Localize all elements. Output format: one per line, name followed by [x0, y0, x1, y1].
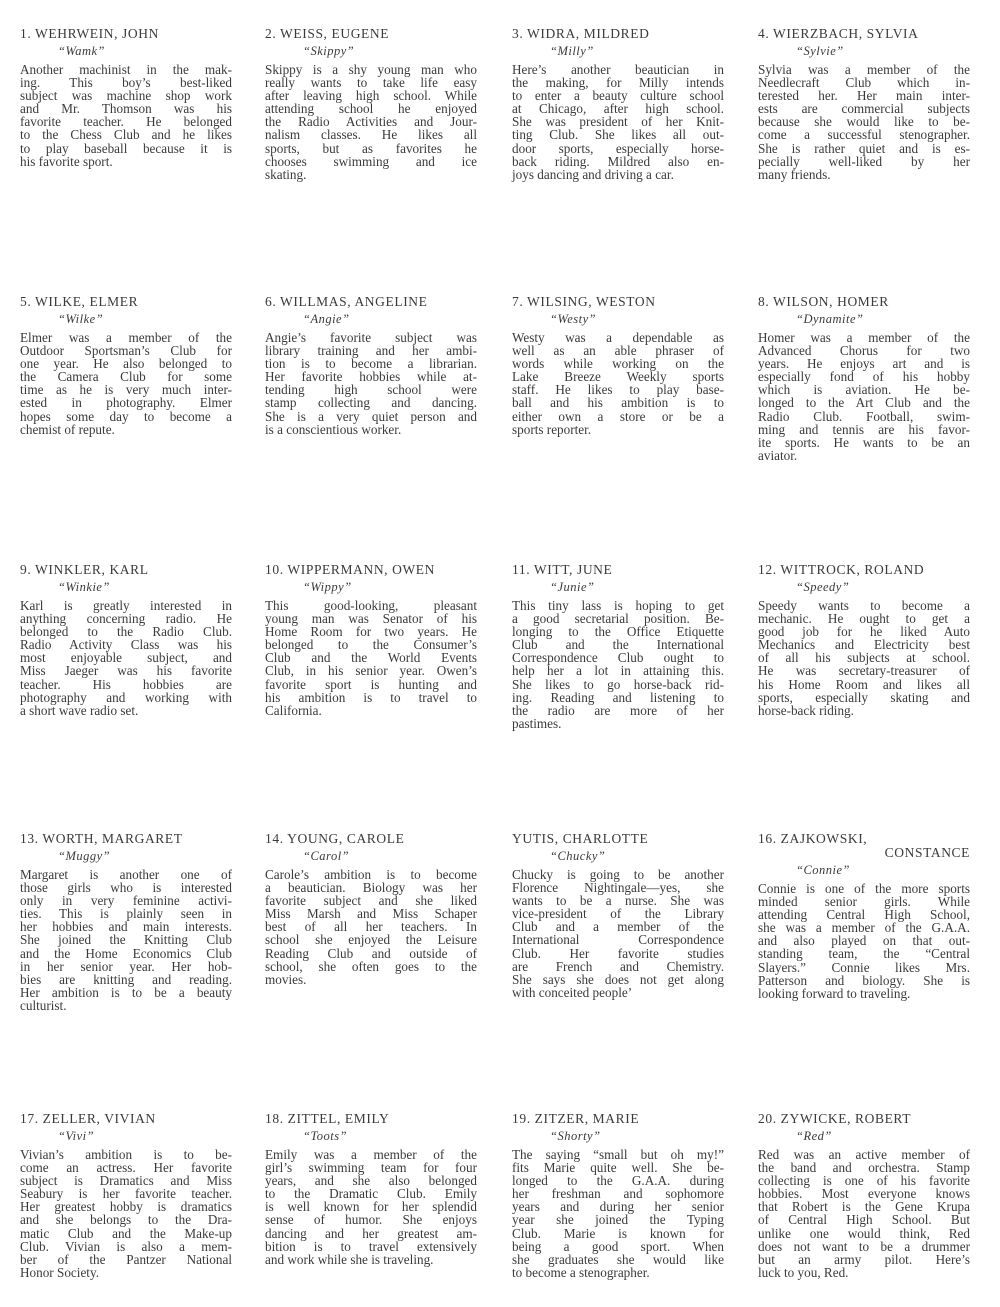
bio-line: Margaret is another one of — [20, 867, 232, 882]
bio-line: years and during her senior — [512, 1199, 724, 1215]
bio-line: ests are commercial subjects — [758, 101, 970, 117]
bio-line: staff. He likes to play base- — [512, 382, 724, 398]
student-nickname: “Speedy” — [796, 580, 850, 594]
bio-line: looking forward to traveling. — [758, 985, 911, 1001]
student-bio — [265, 63, 477, 181]
bio-line: She is rather quiet and is es- — [758, 140, 970, 156]
bio-line: belonged to the Radio Club. — [20, 624, 232, 640]
bio-line: door sports, especially horse- — [512, 140, 724, 156]
bio-line: ite sports. He wants to be an — [758, 434, 970, 450]
student-bio — [20, 331, 232, 436]
student-nickname: “Winkie” — [58, 580, 110, 594]
student-name: 20. ZYWICKE, ROBERT — [758, 1111, 912, 1126]
bio-line: fits Marie quite well. She be- — [512, 1160, 724, 1176]
student-bio — [20, 1148, 232, 1279]
student-name: 10. WIPPERMANN, OWEN — [265, 562, 435, 577]
student-bio — [758, 599, 970, 717]
bio-line: best of all her teachers. In — [265, 919, 477, 935]
student-bio — [20, 63, 232, 168]
student-name: 6. WILLMAS, ANGELINE — [265, 294, 428, 309]
student-nickname: “Vivi” — [58, 1129, 95, 1143]
bio-line: Emily was a member of the — [265, 1147, 477, 1162]
bio-line: tion is to become a librarian. — [265, 356, 477, 372]
bio-line: He was secretary-treasurer of — [758, 663, 970, 679]
bio-line: to enter a beauty culture school — [512, 88, 724, 104]
bio-line: Seabury is her favorite teacher. — [20, 1186, 232, 1202]
student-nickname: “Carol” — [303, 849, 350, 863]
bio-line: Radio Club. Football, swim- — [758, 408, 970, 424]
student-nickname: “Angie” — [303, 312, 350, 326]
bio-line: and work while she is traveling. — [265, 1251, 434, 1267]
student-bio — [512, 331, 724, 436]
student-entry — [20, 26, 232, 168]
bio-line: subject was machine shop work — [20, 88, 232, 104]
bio-line: Carole’s ambition is to become — [265, 867, 477, 882]
bio-line: Club and the International — [512, 637, 724, 653]
bio-line: of Central High School. But — [758, 1212, 970, 1228]
student-name: 18. ZITTEL, EMILY — [265, 1111, 390, 1126]
bio-line: Florence Nightingale—yes, she — [512, 880, 724, 896]
bio-line: either own a store or be a — [512, 408, 724, 424]
bio-line: stamp collecting and dancing. — [265, 395, 477, 411]
bio-line: those girls who is interested — [20, 880, 232, 896]
bio-line: school she enjoyed the Leisure — [265, 932, 477, 948]
student-bio — [265, 331, 477, 436]
bio-line: Karl is greatly interested in — [20, 598, 232, 613]
student-entry — [758, 294, 970, 462]
bio-line: but an army pilot. Here’s — [758, 1251, 970, 1267]
bio-line: longing to the Office Etiquette — [512, 624, 724, 640]
bio-line: Vivian’s ambition is to be- — [20, 1147, 232, 1162]
student-nickname: “Toots” — [303, 1129, 348, 1143]
bio-line: the making, for Milly intends — [512, 75, 724, 91]
student-nickname: “Red” — [796, 1129, 832, 1143]
bio-line: bition is to travel extensively — [265, 1238, 477, 1254]
bio-line: a good secretarial position. Be- — [512, 611, 724, 627]
bio-line: and she belongs to the Dra- — [20, 1212, 232, 1228]
student-entry — [20, 562, 232, 717]
bio-line: the radio are more of her — [512, 702, 724, 718]
bio-line: Here’s another beautician in — [512, 62, 724, 77]
bio-line: Club. Vivian is also a mem- — [20, 1238, 232, 1254]
bio-line: collecting is one of his favorite — [758, 1173, 970, 1189]
student-entry — [20, 294, 232, 436]
bio-line: does not want to be a drummer — [758, 1238, 970, 1254]
bio-line: and the Home Economics Club — [20, 945, 232, 961]
bio-line: at Chicago, after high school. — [512, 101, 724, 117]
bio-line: skating. — [265, 166, 307, 182]
bio-line: years, and she also belonged — [265, 1173, 477, 1189]
bio-line: Club, in his senior year. Owen’s — [265, 663, 477, 679]
student-bio — [512, 868, 724, 999]
bio-line: mechanic. He ought to get a — [758, 611, 970, 627]
bio-line: dancing and her greatest am- — [265, 1225, 477, 1241]
bio-line: Honor Society. — [20, 1264, 99, 1280]
student-name: 9. WINKLER, KARL — [20, 562, 149, 577]
student-nickname: “Chucky” — [550, 849, 606, 863]
bio-line: she graduates she would like — [512, 1251, 724, 1267]
bio-line: favorite sport is hunting and — [265, 676, 477, 692]
bio-line: Her favorite hobbies while at- — [265, 369, 477, 385]
bio-line: belonged to the Consumer’s — [265, 637, 477, 653]
bio-line: Needlecraft Club which in- — [758, 75, 970, 91]
bio-line: to play baseball because it is — [20, 140, 232, 156]
bio-line: The saying “small but oh my!” — [512, 1147, 724, 1162]
bio-line: She says she does not get along — [512, 971, 724, 987]
student-name: 4. WIERZBACH, SYLVIA — [758, 26, 919, 41]
student-bio — [512, 63, 724, 181]
student-bio — [758, 331, 970, 462]
bio-line: horse-back riding. — [758, 702, 854, 718]
bio-line: ing. Reading and listening to — [512, 689, 724, 705]
bio-line: years. He enjoys art and is — [758, 356, 970, 372]
bio-line: really wants to take life easy — [265, 75, 477, 91]
bio-line: This tiny lass is hoping to get — [512, 598, 724, 613]
bio-line: one year. He also belonged to — [20, 356, 232, 372]
bio-line: which is aviation. He be- — [758, 382, 970, 398]
bio-line: because she would like to be- — [758, 114, 970, 130]
bio-line: This good-looking, pleasant — [265, 598, 477, 613]
student-nickname: “Wamk” — [58, 44, 105, 58]
student-entry — [758, 26, 970, 181]
student-entry — [265, 1111, 477, 1266]
bio-line: Skippy is a shy young man who — [265, 62, 477, 77]
bio-line: come an actress. Her favorite — [20, 1160, 232, 1176]
bio-line: teacher. His hobbies are — [20, 676, 232, 692]
bio-line: Club. Her favorite studies — [512, 945, 724, 961]
bio-line: sports, especially skating and — [758, 689, 970, 705]
bio-line: is a conscientious worker. — [265, 421, 402, 437]
bio-line: Miss Jaeger was his favorite — [20, 663, 232, 679]
student-nickname: “Junie” — [550, 580, 595, 594]
bio-line: Chucky is going to be another — [512, 867, 724, 882]
bio-line: and Mr. Thomson was his — [20, 101, 232, 117]
student-entry — [512, 294, 724, 436]
bio-line: good job for he liked Auto — [758, 624, 970, 640]
bio-line: ties. This is plainly seen in — [20, 906, 232, 922]
bio-line: after leaving high school. While — [265, 88, 477, 104]
bio-line: Westy was a dependable as — [512, 330, 724, 345]
student-entry — [512, 831, 724, 999]
bio-line: help her a lot in attaining this. — [512, 663, 724, 679]
bio-line: that Robert is the Gene Krupa — [758, 1199, 970, 1215]
bio-line: She joined the Knitting Club — [20, 932, 232, 948]
student-nickname: “Wilke” — [58, 312, 104, 326]
student-name: 14. YOUNG, CAROLE — [265, 831, 405, 846]
student-nickname: “Westy” — [550, 312, 597, 326]
bio-line: wants to be a nurse. She was — [512, 893, 724, 909]
bio-line: chemist of repute. — [20, 421, 115, 437]
bio-line: sports, but as favorites he — [265, 140, 477, 156]
bio-line: school, she often goes to the — [265, 958, 477, 974]
bio-line: only in very feminine activi- — [20, 893, 232, 909]
bio-line: movies. — [265, 971, 307, 987]
bio-line: many friends. — [758, 166, 831, 182]
bio-line: Angie’s favorite subject was — [265, 330, 477, 345]
bio-line: to the Dramatic Club. Emily — [265, 1186, 477, 1202]
student-nickname: “Muggy” — [58, 849, 111, 863]
student-bio — [20, 868, 232, 1012]
bio-line: her freshman and sophomore — [512, 1186, 724, 1202]
bio-line: Another machinist in the mak- — [20, 62, 232, 77]
bio-line: especially fond of his hobby — [758, 369, 970, 385]
bio-line: aviator. — [758, 447, 798, 463]
bio-line: pecially well-liked by her — [758, 153, 970, 169]
bio-line: anything concerning radio. He — [20, 611, 232, 627]
bio-line: culturist. — [20, 997, 67, 1013]
bio-line: favorite teacher. He belonged — [20, 114, 232, 130]
bio-line: Club and a member of the — [512, 919, 724, 935]
bio-line: his Home Room and likes all — [758, 676, 970, 692]
bio-line: ming and tennis are his favor- — [758, 421, 970, 437]
bio-line: is well known for her splendid — [265, 1199, 477, 1215]
bio-line: library training and her ambi- — [265, 343, 477, 359]
student-entry — [20, 1111, 232, 1279]
bio-line: hobbies. Most everyone knows — [758, 1186, 970, 1202]
bio-line: pastimes. — [512, 715, 562, 731]
bio-line: Radio Activity Class was his — [20, 637, 232, 653]
student-bio — [265, 1148, 477, 1266]
bio-line: with conceited people’ — [512, 984, 633, 1000]
student-entry — [758, 1111, 970, 1279]
bio-line: time as he is very much inter- — [20, 382, 232, 398]
bio-line: the Radio Activities and Jour- — [265, 114, 477, 130]
bio-line: Outdoor Sportsman’s Club for — [20, 343, 232, 359]
bio-line: Slayers.” Connie likes Mrs. — [758, 959, 970, 975]
bio-line: International Correspondence — [512, 932, 724, 948]
bio-line: ball and his ambition is to — [512, 395, 724, 411]
student-nickname: “Wippy” — [303, 580, 352, 594]
bio-line: California. — [265, 702, 322, 718]
bio-line: photography and working with — [20, 689, 232, 705]
bio-line: joys dancing and driving a car. — [512, 166, 674, 182]
bio-line: Correspondence Club ought to — [512, 650, 724, 666]
bio-line: ting Club. She likes all out- — [512, 127, 724, 143]
bio-line: Advanced Chorus for two — [758, 343, 970, 359]
bio-line: Red was an active member of — [758, 1147, 970, 1162]
bio-line: her hobbies and main interests. — [20, 919, 232, 935]
student-nickname: “Dynamite” — [796, 312, 864, 326]
student-name-continued: CONSTANCE — [884, 845, 970, 860]
student-entry — [265, 26, 477, 181]
student-nickname: “Sylvie” — [796, 44, 844, 58]
student-nickname: “Connie” — [796, 863, 851, 877]
bio-line: his favorite sport. — [20, 153, 113, 169]
student-name: 7. WILSING, WESTON — [512, 294, 656, 309]
bio-line: Patterson and biology. She is — [758, 972, 970, 988]
bio-line: Homer was a member of the — [758, 330, 970, 345]
student-bio — [758, 1148, 970, 1279]
bio-line: Club. Marie is known for — [512, 1225, 724, 1241]
bio-line: being a good sport. When — [512, 1238, 724, 1254]
bio-line: attending Central High School, — [758, 907, 970, 923]
bio-line: Speedy wants to become a — [758, 598, 970, 613]
student-bio — [512, 1148, 724, 1279]
bio-line: Lake Breeze Weekly sports — [512, 369, 724, 385]
bio-line: vice-president of the Library — [512, 906, 724, 922]
bio-line: young man was Senator of his — [265, 611, 477, 627]
bio-line: standing team, the “Central — [758, 946, 970, 962]
bio-line: she was a member of the G.A.A. — [758, 920, 970, 936]
student-bio — [265, 868, 477, 986]
student-name: 3. WIDRA, MILDRED — [512, 26, 650, 41]
bio-line: ber of the Pantzer National — [20, 1251, 232, 1267]
student-name: 19. ZITZER, MARIE — [512, 1111, 640, 1126]
bio-line: tending high school were — [265, 382, 477, 398]
student-name: 12. WITTROCK, ROLAND — [758, 562, 925, 577]
bio-line: Elmer was a member of the — [20, 330, 232, 345]
student-entry — [512, 26, 724, 181]
student-name: 5. WILKE, ELMER — [20, 294, 139, 309]
student-nickname: “Milly” — [550, 44, 594, 58]
bio-line: nalism classes. He likes all — [265, 127, 477, 143]
bio-line: and also played on that out- — [758, 933, 970, 949]
bio-line: Club and the World Events — [265, 650, 477, 666]
bio-line: words while working on the — [512, 356, 724, 372]
student-name: 8. WILSON, HOMER — [758, 294, 889, 309]
bio-line: longed to the Art Club and the — [758, 395, 970, 411]
student-nickname: “Shorty” — [550, 1129, 601, 1143]
student-name: 11. WITT, JUNE — [512, 562, 613, 577]
bio-line: a short wave radio set. — [20, 702, 139, 718]
bio-line: terested her. Her main inter- — [758, 88, 970, 104]
bio-line: sports reporter. — [512, 421, 592, 437]
bio-line: Connie is one of the more sports — [758, 881, 970, 896]
bio-line: come a successful stenographer. — [758, 127, 970, 143]
bio-line: hopes some day to become a — [20, 408, 232, 424]
student-bio — [20, 599, 232, 717]
bio-line: Her ambition is to be a beauty — [20, 984, 232, 1000]
bio-line: unlike one would think, Red — [758, 1225, 970, 1241]
bio-line: Her greatest hobby is dramatics — [20, 1199, 232, 1215]
student-name: YUTIS, CHARLOTTE — [512, 831, 649, 846]
bio-line: year she joined the Typing — [512, 1212, 724, 1228]
bio-line: the Camera Club for some — [20, 369, 232, 385]
student-entry — [265, 562, 477, 717]
student-entry — [512, 1111, 724, 1279]
bio-line: minded senior girls. While — [758, 894, 970, 910]
bio-line: to become a stenographer. — [512, 1264, 650, 1280]
bio-line: Sylvia was a member of the — [758, 62, 970, 77]
bio-line: to the Chess Club and he likes — [20, 127, 232, 143]
bio-line: ested in photography. Elmer — [20, 395, 232, 411]
bio-line: are French and Chemistry. — [512, 958, 724, 974]
bio-line: a beautician. Biology was her — [265, 880, 477, 896]
student-entry — [265, 831, 477, 986]
student-entry — [20, 831, 232, 1012]
bio-line: She was president of her Knit- — [512, 114, 724, 130]
bio-line: subject is Dramatics and Miss — [20, 1173, 232, 1189]
bio-line: sense of humor. She enjoys — [265, 1212, 477, 1228]
bio-line: of all his subjects at school. — [758, 650, 970, 666]
bio-line: his ambition is to travel to — [265, 689, 477, 705]
student-name: 16. ZAJKOWSKI, — [758, 831, 868, 846]
bio-line: most enjoyable subject, and — [20, 650, 232, 666]
bio-line: bies are knitting and reading. — [20, 971, 232, 987]
student-name: 2. WEISS, EUGENE — [265, 26, 390, 41]
bio-line: Home Room for two years. He — [265, 624, 477, 640]
bio-line: in her senior year. Her hob- — [20, 958, 232, 974]
student-bio — [758, 63, 970, 181]
bio-line: She is a very quiet person and — [265, 408, 477, 424]
bio-line: favorite subject and she liked — [265, 893, 477, 909]
student-entry — [512, 562, 724, 730]
student-bio — [758, 882, 970, 1000]
bio-line: the band and orchestra. Stamp — [758, 1160, 970, 1176]
bio-line: back riding. Mildred also en- — [512, 153, 724, 169]
bio-line: well as an able phraser of — [512, 343, 724, 359]
student-nickname: “Skippy” — [303, 44, 355, 58]
bio-line: matic Club and the Make-up — [20, 1225, 232, 1241]
student-name: 1. WEHRWEIN, JOHN — [20, 26, 159, 41]
bio-line: attending school he enjoyed — [265, 101, 477, 117]
bio-line: ing. This boy’s best-liked — [20, 75, 232, 91]
bio-line: luck to you, Red. — [758, 1264, 849, 1280]
bio-line: chooses swimming and ice — [265, 153, 477, 169]
bio-line: longed to the G.A.A. during — [512, 1173, 724, 1189]
student-entry — [758, 831, 970, 1000]
bio-line: She likes to go horse-back rid- — [512, 676, 724, 692]
student-bio — [512, 599, 724, 730]
bio-line: Miss Marsh and Miss Schaper — [265, 906, 477, 922]
student-entry — [265, 294, 477, 436]
bio-line: girl’s swimming team for four — [265, 1160, 477, 1176]
student-entry — [758, 562, 970, 717]
student-name: 17. ZELLER, VIVIAN — [20, 1111, 156, 1126]
bio-line: Mechanics and Electricity best — [758, 637, 970, 653]
bio-line: Reading Club and outside of — [265, 945, 477, 961]
student-name: 13. WORTH, MARGARET — [20, 831, 183, 846]
student-bio — [265, 599, 477, 717]
